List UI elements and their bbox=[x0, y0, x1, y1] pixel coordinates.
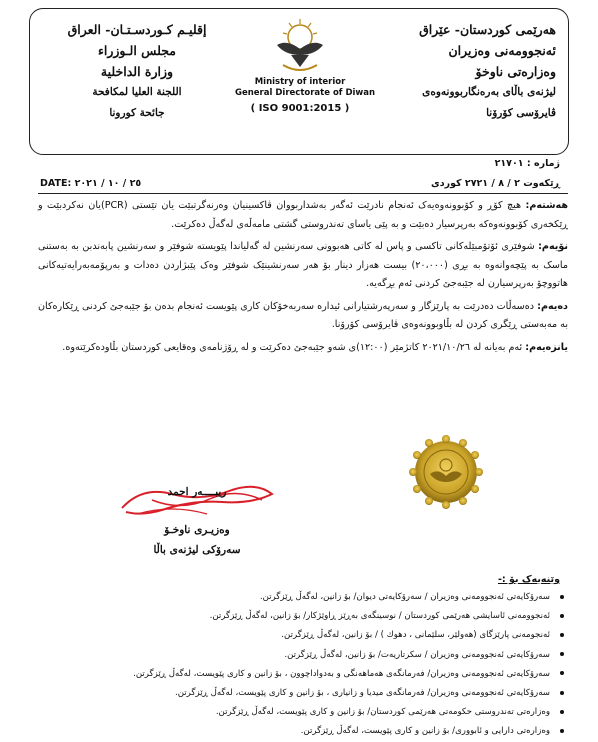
letterhead-frame bbox=[29, 8, 569, 155]
article-8 bbox=[38, 197, 568, 234]
copy-recipient: وەزارەتی تەندروستی حکومەتی هەرێمی کوردستان/ بۆ زانین و کاری پێویست، لەگەڵ ڕێزگرتن. bbox=[215, 707, 550, 718]
copy-recipient: ئەنجومەنی پارێزگای (هەولێر، سلێمانی ، دهوك ) / بۆ زانین، لەگەڵ ڕێزگرتن. bbox=[281, 630, 550, 641]
letterhead-kurdish-line: وەزارەتی ناوخۆ bbox=[475, 64, 556, 79]
article-9 bbox=[38, 238, 568, 294]
copies-list bbox=[84, 588, 564, 742]
signatory-role: سەرۆکی لیژنەی باڵا bbox=[153, 544, 241, 556]
list-item bbox=[84, 626, 564, 645]
signature-block bbox=[112, 480, 282, 560]
article-text: دەسەڵات دەدرێت بە پارێزگار و سەرپەرشتیارانی ئیدارە سەربەخۆکان کاری پێویست ئەنجام بدەن بۆ جێبەجێ کردنی ڕێکارەکان بە مەبەستی ڕێگری کردن لە بڵاوبوونەوەی ڤایرۆسی کۆرۆنا. bbox=[38, 300, 568, 330]
article-label: هەشتەم: bbox=[525, 200, 569, 211]
list-item bbox=[84, 588, 564, 607]
signatory-title: وەزیـری ناوخـۆ bbox=[164, 524, 230, 536]
article-label: دەیەم: bbox=[537, 300, 568, 312]
ministry-name-en: Ministry of interior bbox=[254, 77, 346, 87]
bullet-icon bbox=[560, 710, 564, 714]
letterhead-kurdish-line: هەرێمی کوردستان- عێراق bbox=[419, 22, 556, 37]
list-item bbox=[84, 646, 564, 665]
list-item bbox=[84, 703, 564, 722]
article-11 bbox=[38, 339, 568, 358]
letterhead-arabic-line: اللجنة العليا لمكافحة bbox=[92, 86, 182, 98]
article-label: یانزەیەم: bbox=[525, 341, 568, 353]
list-item bbox=[84, 665, 564, 684]
copy-recipient: سەرۆکایەتی ئەنجوومەنی وەزیران / سکرتاریەت/ بۆ زانین، لەگەڵ ڕێزگرتن. bbox=[284, 649, 550, 660]
article-text: ئەم بەیانە لە ٢٠٢١/١٠/٢٦ کاتژمێر (١٢:٠٠)ی شەو جێبەجێ دەکرێت و لە ڕۆژنامەی وەقایعی کوردستان بڵاودەکرێتەوە. bbox=[62, 341, 526, 353]
letterhead-arabic bbox=[42, 19, 232, 124]
copy-recipient: سەرۆکایەتی ئەنجوومەنی وەزیران/ فەرمانگەی هەماهەنگی و بەدواداچوون ، بۆ زانین و کاری پێویست، لەگەڵ ڕێزگرتن. bbox=[133, 668, 550, 679]
letterhead-kurdish bbox=[356, 19, 556, 124]
bullet-icon bbox=[560, 595, 564, 599]
list-item bbox=[84, 722, 564, 741]
list-item bbox=[84, 607, 564, 626]
letterhead-kurdish-line: ڤایرۆسی کۆرۆنا bbox=[486, 107, 556, 119]
header-divider bbox=[38, 193, 568, 194]
article-label: نۆیەم: bbox=[538, 241, 568, 252]
bullet-icon bbox=[560, 671, 564, 675]
reference-number: ژمارە : ٢١٧٠١ bbox=[494, 158, 560, 169]
article-text: شوفێری ئۆتۆمبێلەکانی تاکسی و پاس لە کاتی هەبوونی سەرنشین لە گەلیاندا پێویستە شوفێر و سەرنشین پابەندبن بە بەستنی ماسک بە پێچەوانەوە بە بڕی (٢٠،٠٠٠) بیست هەزار دینار بۆ هەر سەرنشینێک شوفێر وەک پێبژاردن دەدات و بەرپۆمەبەرایەتیەکانی هاتووچۆ بەرپرسیارن لە جێبەجێ کردنی ئەم بڕگەیە. bbox=[38, 241, 568, 289]
reference-date-english: DATE: ٢٥ / ١٠ / ٢٠٢١ bbox=[40, 178, 142, 189]
letter-body bbox=[38, 197, 568, 361]
article-text: هیچ کۆڕ و کۆبوونەوەیەک ئەنجام نادرێت ئەگەر بەشداربووان ڤاکسینیان وەرنەگرتبێت یان تێستی (PCR)یان نەکردبێت و ڕێکخەری کۆبوونەوەکە بەرپرسیار دەبێت و بە پێی یاسای تەندروستی گشتی مامەڵەی لەگەڵ دەکرێت. bbox=[38, 200, 568, 230]
letterhead-arabic-line: مجلس الـوزراء bbox=[97, 43, 176, 58]
directorate-name-en: General Directorate of Diwan bbox=[235, 88, 376, 98]
copy-recipient: ئەنجوومەنی ئاسایشی هەرێمی کوردستان / نوسینگەی بەڕێز ڕاوێژکار/ بۆ زانین، لەگەڵ ڕێزگرتن. bbox=[209, 611, 550, 622]
reference-date-kurdish: ڕێکەوت ٢ / ٨ / ٢٧٢١ کوردی bbox=[431, 178, 560, 189]
bullet-icon bbox=[560, 614, 564, 618]
copies-heading: وێنەیەک بۆ :- bbox=[497, 574, 560, 585]
kurdistan-emblem-icon bbox=[271, 15, 329, 77]
official-seal-icon bbox=[408, 434, 484, 510]
copy-recipient: سەرۆکایەتی ئەنجوومەنی وەزیران/ فەرمانگەی میدیا و زانیاری ، بۆ زانین و کاری پێویست، لەگەڵ ڕێزگرتن. bbox=[174, 688, 550, 699]
letterhead-center bbox=[235, 15, 376, 114]
letterhead-arabic-line: جائحة كورونا bbox=[109, 107, 165, 119]
bullet-icon bbox=[560, 633, 564, 637]
letterhead-kurdish-line: لیژنەی باڵای بەرەنگاربوونەوەی bbox=[422, 86, 556, 98]
iso-certification: ( ISO 9001:2015 ) bbox=[250, 103, 350, 114]
copy-recipient: سەرۆکایەتی ئەنجوومەنی وەزیران / سەرۆکایەتی دیوان/ بۆ زانین، لەگەڵ ڕێزگرتن. bbox=[259, 592, 550, 602]
signatory-name: ریبــــەر احمد bbox=[167, 486, 227, 498]
letterhead-kurdish-line: ئەنجوومەنی وەزیران bbox=[448, 43, 556, 58]
letterhead-arabic-line: وزارة الداخلية bbox=[100, 64, 174, 79]
bullet-icon bbox=[560, 652, 564, 656]
bullet-icon bbox=[560, 729, 564, 733]
article-10 bbox=[38, 298, 568, 335]
list-item bbox=[84, 684, 564, 703]
letterhead-arabic-line: إقليـم كـوردسـتـان- العراق bbox=[67, 22, 207, 37]
bullet-icon bbox=[560, 691, 564, 695]
copy-recipient: وەزارەتی دارایی و ئابووری/ بۆ زانین و کاری پێویست، لەگەڵ ڕێزگرتن. bbox=[300, 726, 550, 737]
